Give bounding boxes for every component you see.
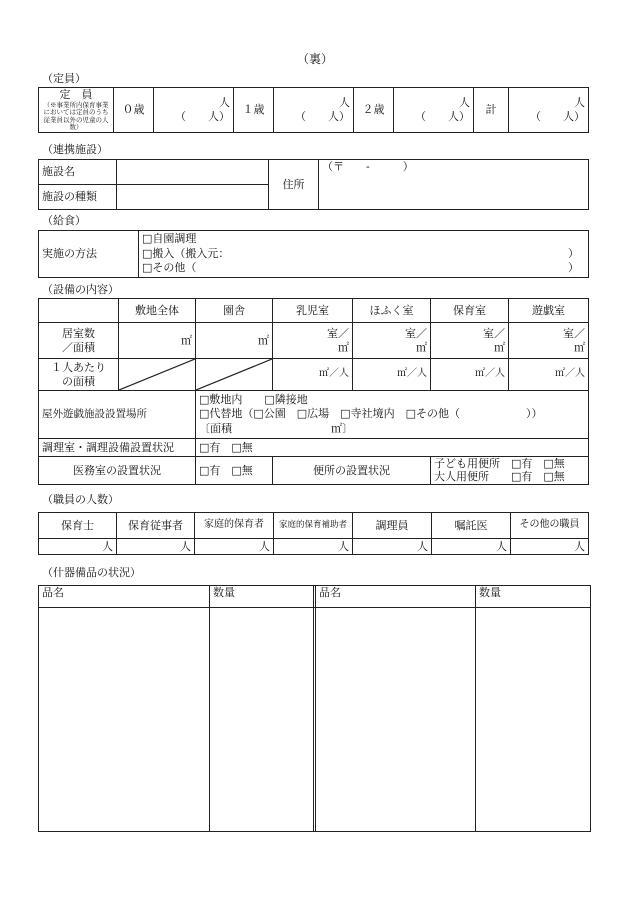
toilet-child[interactable]: 子ども用便所 □有 □無 — [434, 456, 565, 470]
outdoor-options — [196, 391, 589, 439]
playroom-area[interactable] — [509, 323, 589, 359]
nursery-room-area[interactable] — [431, 323, 509, 359]
partner-address-label: 住所 — [269, 160, 319, 210]
age2-paren: （ 人） — [415, 109, 470, 123]
age1-unit: 人 — [339, 96, 350, 110]
staff-count-home-caregiver[interactable]: 人 — [195, 539, 274, 555]
site-per-person-na — [119, 359, 196, 391]
crawling-room-area[interactable] — [353, 323, 431, 359]
fixtures-item-header-left: 品名 — [39, 586, 210, 608]
outdoor-label: 屋外遊戯施設設置場所 — [39, 391, 196, 439]
partner-name-label: 施設名 — [39, 160, 117, 185]
equip-header-building: 園舎 — [196, 299, 273, 323]
age2-label: ２歳 — [354, 88, 394, 133]
total-paren: （ 人） — [530, 109, 585, 123]
meal-table — [38, 230, 589, 278]
staff-count-doctor[interactable]: 人 — [432, 539, 511, 555]
total-value[interactable] — [509, 88, 589, 133]
toilet-options — [431, 457, 589, 485]
meal-option-other-label: □その他（ — [142, 261, 197, 275]
sqm-unit: ㎡ — [258, 333, 269, 347]
per-person-label-a: １人あたり — [51, 360, 106, 374]
fixtures-qty-header-right: 数量 — [476, 586, 591, 608]
equipment-corner — [39, 299, 119, 323]
staff-count-home-assistant[interactable]: 人 — [274, 539, 353, 555]
age1-value[interactable] — [274, 88, 354, 133]
page-title: （裏） — [296, 52, 333, 66]
partner-name-value[interactable] — [117, 160, 269, 185]
section-capacity-heading: （定員） — [42, 72, 86, 85]
sqm-unit: ㎡ — [338, 340, 349, 354]
meal-method-label: 実施の方法 — [39, 231, 139, 278]
fixtures-qty-right[interactable] — [476, 608, 591, 832]
staff-count-childcare-worker[interactable]: 人 — [117, 539, 195, 555]
age0-value[interactable] — [154, 88, 234, 133]
infant-per-person[interactable]: ㎡／人 — [273, 359, 353, 391]
medical-options[interactable]: □有 □無 — [196, 457, 273, 485]
staff-header-home-assistant: 家庭的保育補助者 — [274, 513, 353, 539]
staff-header-nursery-teacher: 保育士 — [39, 513, 117, 539]
nursery-per-person[interactable]: ㎡／人 — [431, 359, 509, 391]
age0-label: ０歳 — [114, 88, 154, 133]
equip-header-site: 敷地全体 — [119, 299, 196, 323]
outdoor-alternate[interactable]: □代替地（□公園 □広場 □寺社境内 □その他（ ）） — [199, 407, 543, 421]
age0-unit: 人 — [219, 96, 230, 110]
meal-option-delivery-label: □搬入（搬入元： — [142, 246, 230, 260]
age1-paren: （ 人） — [295, 109, 350, 123]
section-meal-heading: （給食） — [42, 214, 86, 227]
sqm-unit: ㎡ — [574, 340, 585, 354]
per-person-label — [39, 359, 119, 391]
sqm-unit: ㎡ — [181, 333, 192, 347]
room-unit: 室／ — [483, 326, 505, 340]
capacity-note: （※事業所内保育事業においては定員のうち従業員以外の児童の人数） — [43, 100, 109, 132]
playroom-per-person[interactable]: ㎡／人 — [509, 359, 589, 391]
fixtures-items-left[interactable] — [39, 608, 210, 832]
staff-count-cook[interactable]: 人 — [353, 539, 432, 555]
partner-table — [38, 159, 589, 210]
toilet-label: 便所の設置状況 — [273, 457, 431, 485]
outdoor-onsite[interactable]: □敷地内 — [199, 393, 243, 407]
capacity-label: 定 員 — [59, 88, 93, 101]
partner-type-value[interactable] — [117, 185, 269, 210]
meal-option-self[interactable]: □自園調理 — [142, 231, 197, 245]
age0-paren: （ 人） — [175, 109, 230, 123]
kitchen-options[interactable]: □有 □無 — [196, 439, 589, 457]
fixtures-qty-header-left: 数量 — [210, 586, 314, 608]
section-partner-heading: （連携施設） — [42, 143, 108, 156]
fixtures-items-right[interactable] — [316, 608, 476, 832]
meal-option-delivery[interactable] — [142, 247, 585, 262]
capacity-label-cell — [39, 88, 114, 133]
section-staff-heading: （職員の人数） — [42, 493, 119, 506]
staff-header-cook: 調理員 — [353, 513, 432, 539]
equip-header-infant-room: 乳児室 — [273, 299, 353, 323]
room-unit: 室／ — [563, 326, 585, 340]
age2-value[interactable] — [394, 88, 474, 133]
section-equipment-heading: （設備の内容） — [42, 283, 119, 296]
meal-other-close: ） — [568, 261, 579, 275]
kitchen-label: 調理室・調理設備設置状況 — [39, 439, 196, 457]
meal-option-other[interactable] — [142, 261, 585, 276]
staff-header-home-caregiver: 家庭的保育者 — [195, 513, 274, 539]
site-area[interactable] — [119, 323, 196, 359]
crawling-per-person[interactable]: ㎡／人 — [353, 359, 431, 391]
postal-code: （〒 - ） — [322, 160, 414, 173]
area-label: ／面積 — [62, 340, 95, 354]
medical-label: 医務室の設置状況 — [39, 457, 196, 485]
building-per-person-na — [196, 359, 273, 391]
capacity-table — [38, 87, 589, 133]
age2-unit: 人 — [459, 96, 470, 110]
room-unit: 室／ — [327, 326, 349, 340]
partner-address-value[interactable] — [319, 160, 589, 210]
section-fixtures-heading: （什器備品の状況） — [42, 566, 141, 579]
room-unit: 室／ — [405, 326, 427, 340]
fixtures-qty-left[interactable] — [210, 608, 314, 832]
equip-header-crawling-room: ほふく室 — [353, 299, 431, 323]
sqm-unit: ㎡ — [416, 340, 427, 354]
infant-room-area[interactable] — [273, 323, 353, 359]
outdoor-adjacent[interactable]: □隣接地 — [264, 393, 308, 407]
meal-delivery-close: ） — [568, 246, 579, 260]
toilet-adult[interactable]: 大人用便所 □有 □無 — [434, 469, 565, 483]
rooms-area-label — [39, 323, 119, 359]
equip-header-nursery-room: 保育室 — [431, 299, 509, 323]
staff-header-childcare-worker: 保育従事者 — [117, 513, 195, 539]
total-unit: 人 — [574, 96, 585, 110]
staff-count-nursery-teacher[interactable]: 人 — [39, 539, 117, 555]
age1-label: １歳 — [234, 88, 274, 133]
staff-table — [38, 512, 589, 555]
meal-options — [139, 231, 589, 278]
total-label: 計 — [474, 88, 509, 133]
building-area[interactable] — [196, 323, 273, 359]
staff-header-doctor: 嘱託医 — [432, 513, 511, 539]
staff-header-other: その他の職員 — [511, 513, 589, 539]
per-person-label-b: の面積 — [62, 374, 95, 388]
outdoor-line1 — [199, 393, 585, 407]
fixtures-table — [38, 585, 591, 832]
outdoor-area[interactable]: 〔面積 ㎡〕 — [199, 421, 353, 435]
staff-count-other[interactable]: 人 — [511, 539, 589, 555]
sqm-unit: ㎡ — [494, 340, 505, 354]
fixtures-item-header-right: 品名 — [316, 586, 476, 608]
rooms-label: 居室数 — [62, 326, 95, 340]
partner-type-label: 施設の種類 — [39, 185, 117, 210]
equip-header-playroom: 遊戯室 — [509, 299, 589, 323]
equipment-table — [38, 298, 589, 485]
